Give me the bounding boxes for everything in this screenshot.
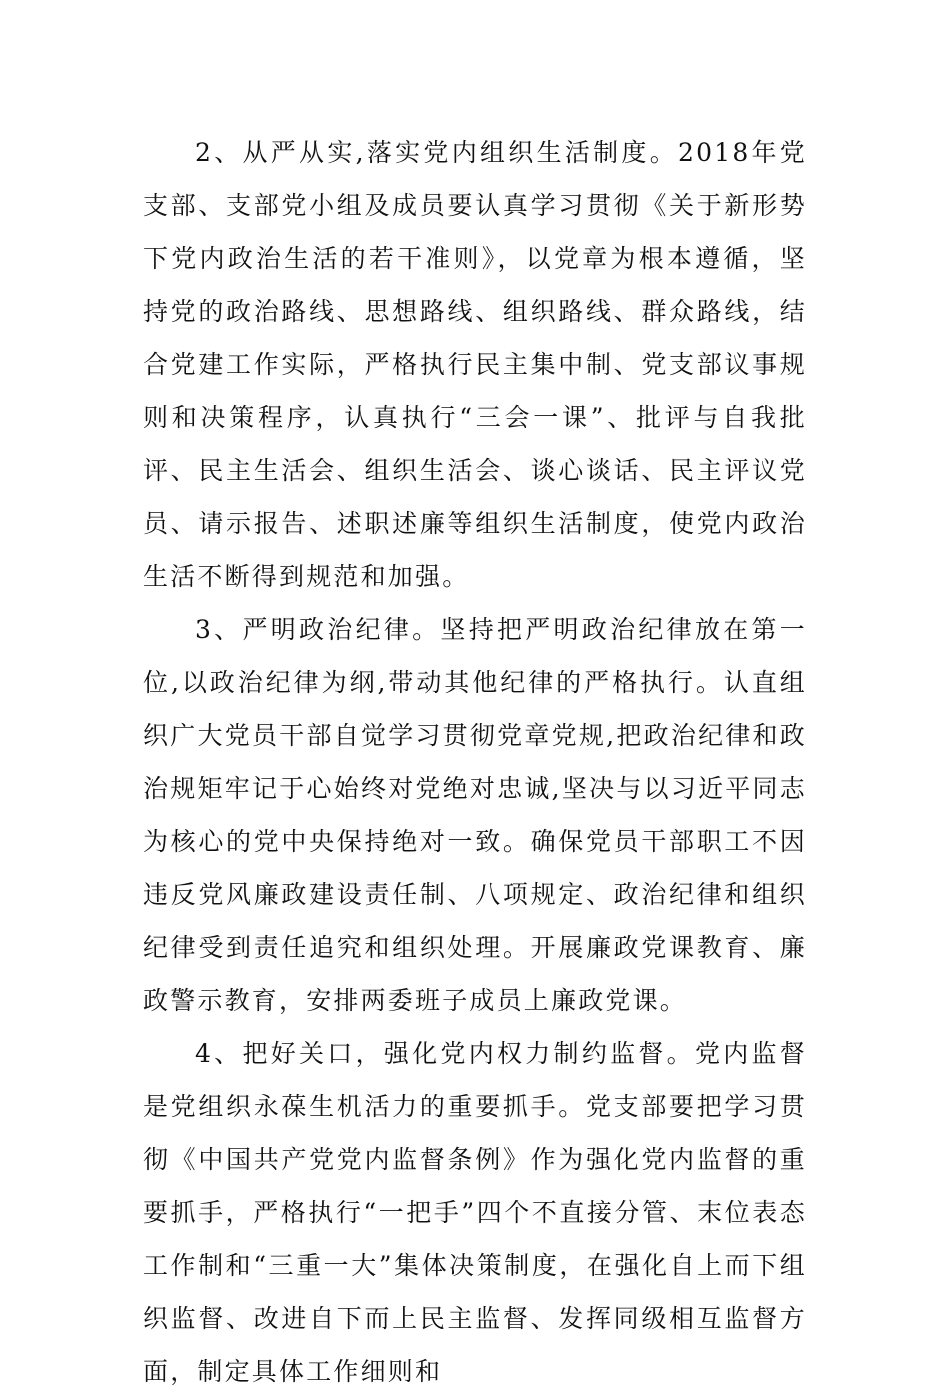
paragraph-organizational-life: 2、从严从实,落实党内组织生活制度。2018年党支部、支部党小组及成员要认真学习贯彻《关于新形势下党内政治生活的若干准则》，以党章为根本遵循，坚持党的政治路线、思想路线、组织路线、群众路线，结合党建工作实际，严格执行民主集中制、党支部议事规则和决策程序，认真执行“三会一课”、批评与自我批评、民主生活会、组织生活会、谈心谈话、民主评议党员、请示报告、述职述廉等组织生活制度，使党内政治生活不断得到规范和加强。 — [143, 138, 807, 591]
paragraph-power-supervision: 4、把好关口，强化党内权力制约监督。党内监督是党组织永葆生机活力的重要抓手。党支部要把学习贯彻《中国共产党党内监督条例》作为强化党内监督的重要抓手，严格执行“一把手”四个不直接分管、末位表态工作制和“三重一大”集体决策制度，在强化自上而下组织监督、改进自下而上民主监督、发挥同级相互监督方面，制定具体工作细则和 — [143, 1039, 807, 1386]
document-body — [143, 126, 807, 1398]
paragraph-political-discipline: 3、严明政治纪律。坚持把严明政治纪律放在第一位,以政治纪律为纲,带动其他纪律的严格执行。认直组织广大党员干部自觉学习贯彻党章党规,把政治纪律和政治规矩牢记于心始终对党绝对忠诚,坚决与以习近平同志为核心的党中央保持绝对一致。确保党员干部职工不因违反党风廉政建设责任制、八项规定、政治纪律和组织纪律受到责任追究和组织处理。开展廉政党课教育、廉政警示教育，安排两委班子成员上廉政党课。 — [143, 615, 807, 1015]
